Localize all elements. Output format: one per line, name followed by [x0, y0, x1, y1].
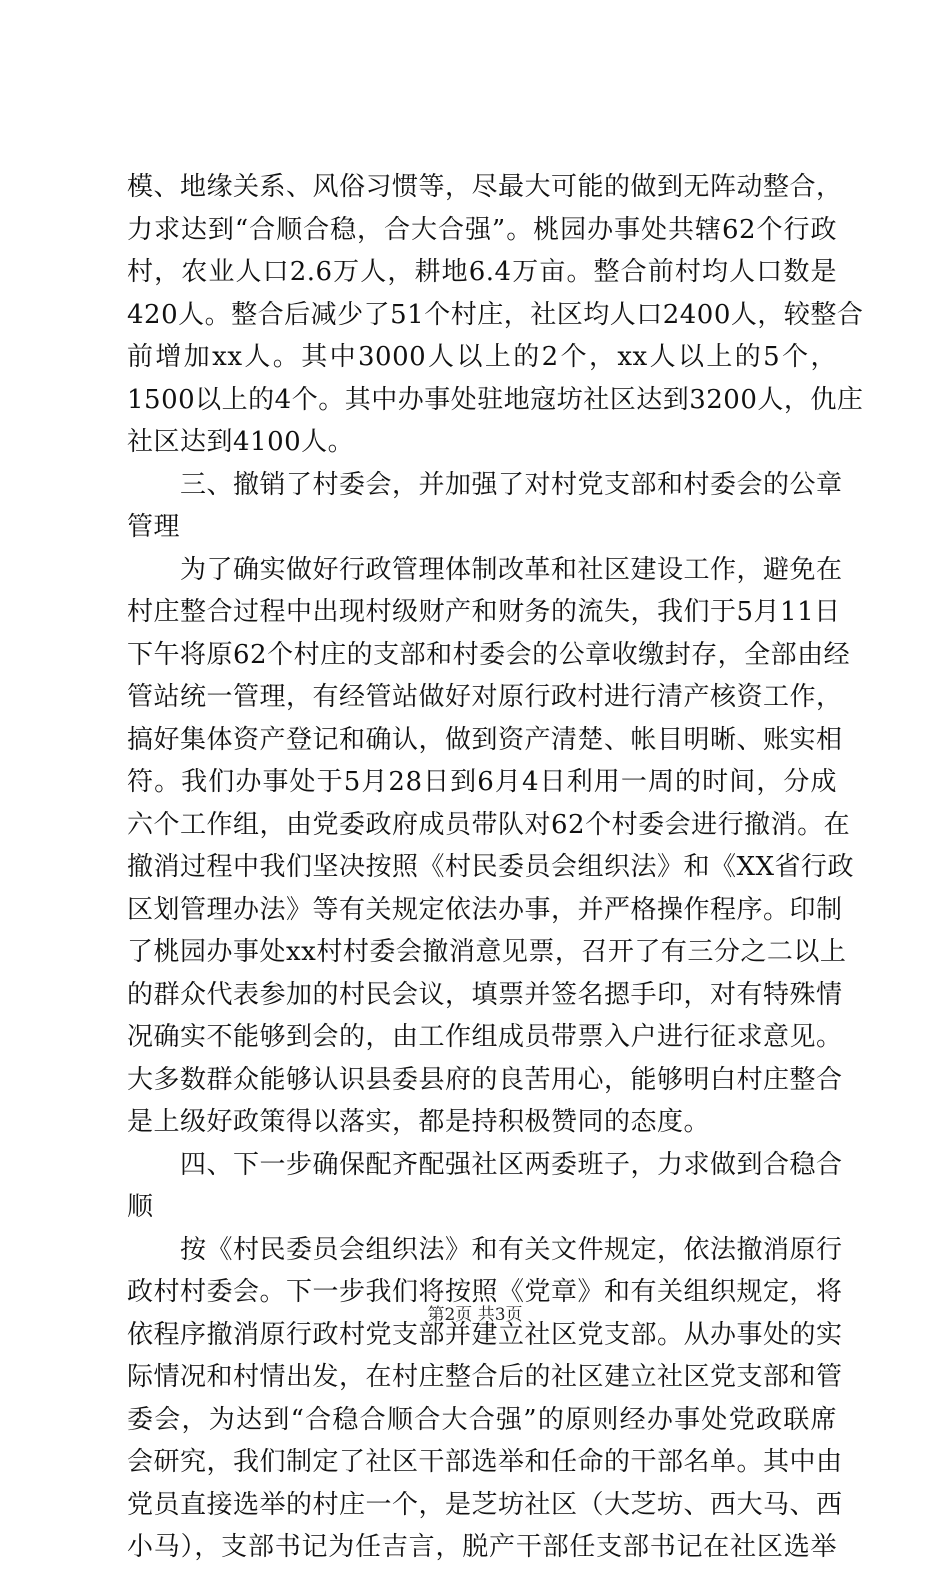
document-body	[127, 166, 864, 1569]
text-line: 1500以上的4个。其中办事处驻地寇坊社区达到3200人，仇庄	[127, 384, 864, 415]
text-line: 会研究，我们制定了社区干部选举和任命的干部名单。其中由	[127, 1447, 843, 1477]
text-line: 的群众代表参加的村民会议，填票并签名摁手印，对有特殊情	[127, 979, 843, 1010]
text-line: 下午将原62个村庄的支部和村委会的公章收缴封存，全部由经	[127, 639, 851, 670]
text-line: 社区达到4100人。	[127, 427, 355, 457]
section-heading: 三、撤销了村委会，并加强了对村党支部和村委会的公章	[127, 469, 843, 500]
text-line: 大多数群众能够认识县委县府的良苦用心，能够明白村庄整合	[127, 1064, 843, 1095]
page-footer	[0, 1300, 950, 1325]
text-line: 符。我们办事处于5月28日到6月4日利用一周的时间，分成	[127, 767, 837, 797]
text-line: 模、地缘关系、风俗习惯等，尽最大可能的做到无阵动整合，	[127, 172, 843, 202]
section-heading: 管理	[127, 512, 181, 542]
text-line: 是上级好政策得以落实，都是持积极赞同的态度。	[127, 1107, 711, 1137]
text-line: 委会，为达到“合稳合顺合大合强”的原则经办事处党政联席	[127, 1404, 837, 1435]
text-line: 况确实不能够到会的，由工作组成员带票入户进行征求意见。	[127, 1022, 843, 1052]
text-line: 小马），支部书记为任吉言，脱产干部任支部书记在社区选举	[127, 1532, 837, 1562]
text-line: 六个工作组，由党委政府成员带队对62个村委会进行撤消。在	[127, 809, 851, 840]
text-line: 力求达到“合顺合稳，合大合强”。桃园办事处共辖62个行政	[127, 214, 837, 245]
text-line: 政村村委会。下一步我们将按照《党章》和有关组织规定，将	[127, 1277, 843, 1307]
text-line: 420人。整合后减少了51个村庄，社区均人口2400人，较整合	[127, 299, 864, 330]
text-line: 了桃园办事处xx村村委会撤消意见票，召开了有三分之二以上	[127, 937, 847, 967]
section-heading: 顺	[127, 1192, 154, 1222]
text-line: 党员直接选举的村庄一个，是芝坊社区（大芝坊、西大马、西	[127, 1489, 843, 1520]
text-line: 撤消过程中我们坚决按照《村民委员会组织法》和《XX省行政	[127, 852, 855, 882]
text-line: 村庄整合过程中出现村级财产和财务的流失，我们于5月11日	[127, 597, 841, 627]
text-line: 际情况和村情出发，在村庄整合后的社区建立社区党支部和管	[127, 1362, 843, 1392]
text-line: 村，农业人口2.6万人，耕地6.4万亩。整合前村均人口数是	[127, 257, 837, 287]
page-number-label: 第2页 共3页	[427, 1305, 523, 1325]
text-line: 管站统一管理，有经管站做好对原行政村进行清产核资工作，	[127, 682, 843, 712]
text-line: 按《村民委员会组织法》和有关文件规定，依法撤消原行	[127, 1234, 843, 1265]
text-line: 依程序撤消原行政村党支部并建立社区党支部。从办事处的实	[127, 1319, 843, 1350]
text-line: 前增加xx人。其中3000人以上的2个，xx人以上的5个，	[127, 342, 837, 372]
text-line: 为了确实做好行政管理体制改革和社区建设工作，避免在	[127, 554, 843, 585]
section-heading: 四、下一步确保配齐配强社区两委班子，力求做到合稳合	[127, 1149, 843, 1180]
text-line: 区划管理办法》等有关规定依法办事，并严格操作程序。印制	[127, 894, 843, 925]
text-line: 搞好集体资产登记和确认，做到资产清楚、帐目明晰、账实相	[127, 724, 843, 755]
